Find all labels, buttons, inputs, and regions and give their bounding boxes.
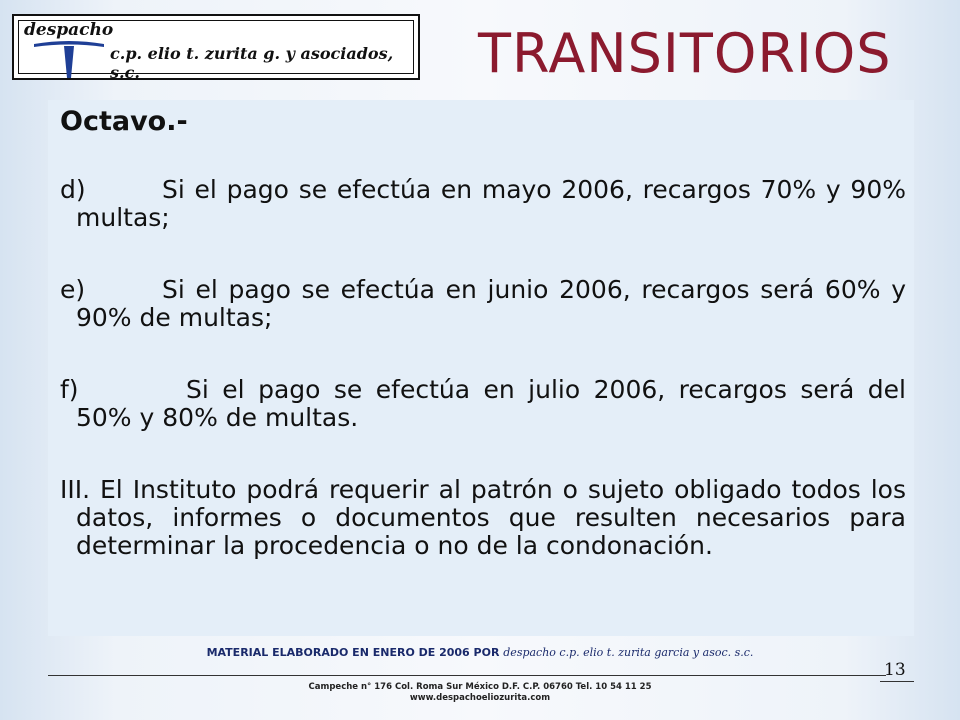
slide-title: TRANSITORIOS xyxy=(478,22,892,85)
footer-divider xyxy=(48,675,886,676)
footer-website: www.despachoeliozurita.com xyxy=(409,693,551,703)
footer-material-firm: despacho c.p. elio t. zurita garcia y asoc. s.c. xyxy=(503,646,754,659)
item-letter: d) xyxy=(60,175,86,204)
section-label: Octavo.- xyxy=(60,106,188,137)
list-item-e xyxy=(60,276,906,332)
footer-address-block xyxy=(0,682,960,704)
footer-material-prefix: MATERIAL ELABORADO EN ENERO DE 2006 POR xyxy=(206,646,500,659)
list-item-f xyxy=(60,376,906,432)
item-text: Si el pago se efectúa en mayo 2006, recargos 70% y 90% multas; xyxy=(76,175,906,232)
item-letter: e) xyxy=(60,275,86,304)
page-number: 13 xyxy=(884,660,906,680)
content-panel xyxy=(48,100,914,636)
logo-mark-icon xyxy=(34,40,104,78)
logo-firm-name: c.p. elio t. zurita g. y asociados, s.c. xyxy=(110,44,394,82)
item-text: Si el pago se efectúa en julio 2006, recargos será del 50% y 80% de multas. xyxy=(76,375,906,432)
footer-address: Campeche n° 176 Col. Roma Sur México D.F. C.P. 06760 Tel. 10 54 11 25 xyxy=(308,682,652,692)
item-text: Si el pago se efectúa en junio 2006, recargos será 60% y 90% de multas; xyxy=(76,275,906,332)
paragraph-iii: III. El Instituto podrá requerir al patrón o sujeto obligado todos los datos, informes o documentos que resulten necesarios para determinar la procedencia o no de la condonación. xyxy=(60,475,906,560)
logo-name: despacho xyxy=(24,20,114,40)
footer-material-credit xyxy=(0,646,960,659)
item-letter: f) xyxy=(60,375,79,404)
list-item-d xyxy=(60,176,906,232)
company-logo xyxy=(12,14,420,80)
slide-body xyxy=(60,104,906,560)
